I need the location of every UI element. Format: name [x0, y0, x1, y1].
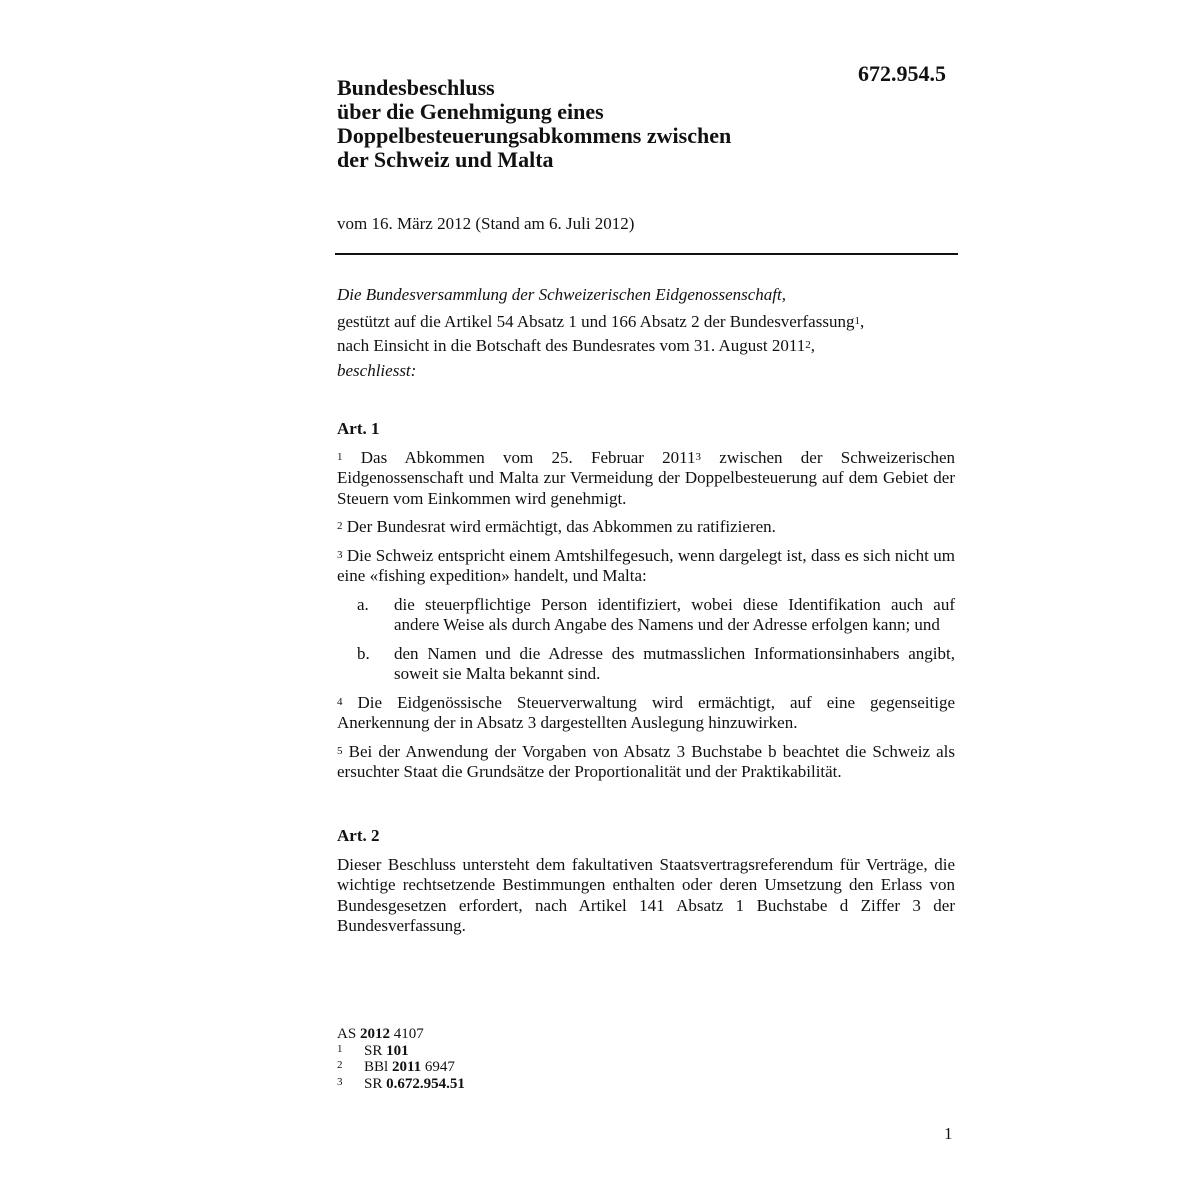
- article-2: [337, 826, 955, 945]
- list-text: den Namen und die Adresse des mutmasslichen Informationsinhabers angibt, soweit sie Malta bekannt sind.: [394, 643, 955, 683]
- footnote-number: 1: [337, 1042, 343, 1055]
- list-letter: a.: [357, 594, 369, 614]
- paragraph-number: 4: [337, 695, 343, 708]
- as-reference: [337, 1026, 465, 1043]
- list-text: die steuerpflichtige Person identifiziert, wobei diese Identifikation auch auf andere Weise als durch Angabe des Namens und der Adresse erfolgen kann; und: [394, 594, 955, 634]
- footnote-bold: 0.672.954.51: [386, 1075, 465, 1092]
- article-heading: Art. 2: [337, 826, 380, 845]
- legal-basis-text: gestützt auf die Artikel 54 Absatz 1 und 166 Absatz 2 der Bundesverfassung: [337, 311, 855, 331]
- legal-basis-line: [337, 312, 955, 333]
- list-item: [337, 595, 955, 636]
- footnote-text: [364, 1076, 465, 1093]
- paragraph-number: 5: [337, 744, 343, 757]
- message-text: nach Einsicht in die Botschaft des Bundesrates vom 31. August 2011: [337, 336, 806, 355]
- footnote-ref[interactable]: 1: [854, 314, 860, 327]
- title-line: der Schweiz und Malta: [337, 147, 554, 172]
- footnote-prefix: BBl: [364, 1059, 392, 1075]
- paragraph-text: Der Bundesrat wird ermächtigt, das Abkommen zu ratifizieren.: [342, 517, 776, 536]
- footnote-ref[interactable]: 3: [695, 450, 702, 463]
- paragraph-number: 1: [337, 450, 343, 463]
- as-prefix: AS: [337, 1026, 360, 1042]
- paragraph-text: zwischen der Schweizerischen Eidgenossenschaft und Malta zur Vermeidung der Doppelbesteuerung auf dem Gebiet der Steuern vom Einkommen wird genehmigt.: [337, 447, 955, 508]
- document-title: [337, 76, 731, 172]
- sr-number: 672.954.5: [858, 61, 946, 86]
- footnote: [337, 1059, 465, 1076]
- footnote-number: 3: [337, 1075, 343, 1088]
- article-2-text: Dieser Beschluss untersteht dem fakultativen Staatsvertragsreferendum für Verträge, die wichtige rechtsetzende Bestimmungen enthalten oder deren Umsetzung den Erlass von Bundesgesetzen erfordert, nach Artikel 141 Absatz 1 Buchstabe d Ziffer 3 der Bundesverfassung.: [337, 854, 955, 935]
- footnote-bold: 101: [386, 1042, 409, 1059]
- footnote-suffix: 6947: [421, 1059, 455, 1075]
- paragraph-number: 3: [337, 548, 343, 561]
- article-1: [337, 419, 955, 791]
- footnote-prefix: SR: [364, 1075, 387, 1092]
- footnote-prefix: SR: [364, 1042, 387, 1059]
- as-year: 2012: [359, 1026, 390, 1042]
- paragraph-text: Das Abkommen vom 25. Februar 2011: [342, 447, 696, 467]
- footnote-bold: 2011: [391, 1059, 422, 1075]
- paragraph-text: Die Schweiz entspricht einem Amtshilfegesuch, wenn dargelegt ist, dass es sich nicht um eine «fishing expedition» handelt, und Malta:: [337, 545, 955, 585]
- paragraph-number: 2: [337, 520, 343, 532]
- assembly-line: Die Bundesversammlung der Schweizerischen Eidgenossenschaft,: [337, 285, 786, 304]
- page-number: 1: [944, 1124, 953, 1143]
- header-divider: [335, 253, 958, 255]
- date-line: vom 16. März 2012 (Stand am 6. Juli 2012): [337, 214, 635, 233]
- paragraph-1: [337, 448, 955, 510]
- footnote-text: [364, 1043, 409, 1060]
- message-line: [337, 336, 955, 357]
- preamble: [337, 285, 955, 385]
- paragraph-5: [337, 742, 955, 783]
- title-line: Bundesbeschluss: [337, 75, 495, 100]
- paragraph-3: [337, 546, 955, 587]
- paragraph-text: Bei der Anwendung der Vorgaben von Absatz 3 Buchstabe b beachtet die Schweiz als ersuchter Staat die Grundsätze der Proportionalität und der Praktikabilität.: [337, 741, 955, 781]
- punctuation: ,: [810, 336, 815, 355]
- footnote: [337, 1043, 465, 1060]
- resolves-line: beschliesst:: [337, 360, 417, 380]
- footnotes: [337, 1026, 465, 1092]
- title-line: über die Genehmigung eines: [337, 99, 604, 124]
- footnote-ref[interactable]: 2: [805, 339, 811, 351]
- footnote-text: [364, 1059, 455, 1076]
- title-line: Doppelbesteuerungsabkommens zwischen: [337, 123, 732, 148]
- punctuation: ,: [859, 311, 865, 331]
- article-heading: Art. 1: [337, 419, 380, 438]
- paragraph-2: [337, 517, 955, 538]
- footnote-number: 2: [337, 1059, 343, 1071]
- as-page: 4107: [389, 1026, 424, 1042]
- list-item: [337, 644, 955, 685]
- list-letter: b.: [357, 643, 370, 663]
- paragraph-4: [337, 693, 955, 734]
- paragraph-text: Die Eidgenössische Steuerverwaltung wird ermächtigt, auf eine gegenseitige Anerkennung der in Absatz 3 dargestellten Auslegung hinzuwirken.: [337, 692, 955, 732]
- footnote: [337, 1076, 465, 1093]
